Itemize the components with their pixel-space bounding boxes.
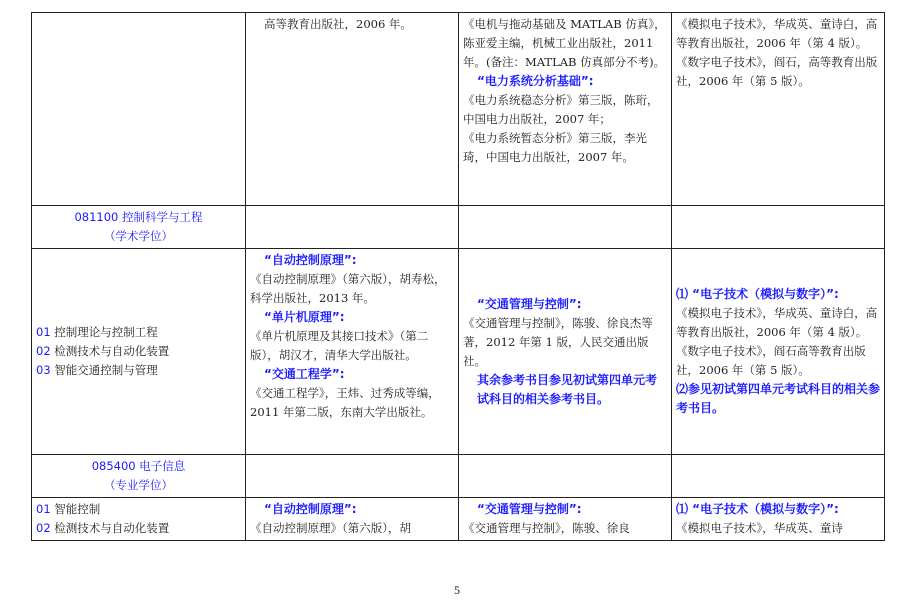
reference-note: 其余参考书目参见初试第四单元考试科目的相关参考书目。	[477, 372, 658, 406]
subject-heading: ⑴ “电子技术（模拟与数字）”:	[676, 502, 839, 516]
reference-books-table	[31, 12, 885, 541]
subject-heading: “交通管理与控制”:	[477, 296, 582, 311]
table-row	[32, 13, 885, 206]
direction-item: 03 智能交通控制与管理	[36, 363, 158, 377]
subject-heading: “交通管理与控制”:	[477, 502, 582, 516]
empty-cell	[246, 455, 459, 498]
reference-text: 高等教育出版社，2006 年。	[264, 17, 412, 31]
reference-cell	[672, 249, 885, 455]
reference-cell	[459, 249, 672, 455]
direction-item: 02 检测技术与自动化装置	[36, 344, 170, 358]
reference-text: 《数字电子技术》，阎石高等教育出版社，2006 年（第 5 版）。	[676, 344, 866, 377]
subject-heading: “交通工程学”:	[264, 367, 345, 381]
reference-text: 《电力系统暂态分析》第三版，李光琦，中国电力出版社，2007 年。	[463, 131, 647, 164]
reference-text: 《交通工程学》，王炜、过秀成等编，2011 年第二版，东南大学出版社。	[250, 386, 440, 419]
reference-cell	[672, 13, 885, 206]
reference-text: 《数字电子技术》，阎石，高等教育出版社，2006 年（第 5 版）。	[676, 55, 878, 88]
direction-item: 02 检测技术与自动化装置	[36, 521, 170, 535]
subject-heading: “自动控制原理”:	[264, 502, 357, 516]
major-cell	[32, 206, 246, 249]
empty-cell	[672, 206, 885, 249]
direction-cell	[32, 13, 246, 206]
subject-heading: “电力系统分析基础”:	[477, 74, 594, 88]
major-code-name: 085400 电子信息	[91, 459, 186, 473]
reference-cell	[246, 249, 459, 455]
reference-cell	[459, 498, 672, 541]
reference-text: 《电机与拖动基础及 MATLAB 仿真》，陈亚爱主编，机械工业出版社，2011 年。(备注：MATLAB 仿真部分不考)。	[463, 17, 666, 69]
reference-text: 《单片机原理及其接口技术》（第二版），胡汉才，清华大学出版社。	[250, 329, 429, 362]
reference-cell	[246, 498, 459, 541]
reference-text: 《交通管理与控制》，陈骏、徐良	[463, 521, 630, 535]
reference-text: 《自动控制原理》（第六版），胡	[250, 521, 411, 535]
reference-cell	[246, 13, 459, 206]
reference-cell	[672, 498, 885, 541]
degree-type: （专业学位）	[104, 478, 173, 492]
subject-heading: ⑴ “电子技术（模拟与数字）”:	[676, 287, 839, 301]
reference-note: ⑵参见初试第四单元考试科目的相关参考书目。	[676, 382, 881, 415]
reference-text: 《模拟电子技术》，华成英、童诗白，高等教育出版社，2006 年（第 4 版）。	[676, 17, 878, 50]
table-row	[32, 249, 885, 455]
empty-cell	[246, 206, 459, 249]
degree-type: （学术学位）	[104, 229, 173, 243]
reference-text: 《模拟电子技术》，华成英、童诗白，高等教育出版社，2006 年（第 4 版）。	[676, 306, 878, 339]
empty-cell	[459, 455, 672, 498]
major-cell	[32, 455, 246, 498]
empty-cell	[459, 206, 672, 249]
major-code-name: 081100 控制科学与工程	[74, 210, 203, 224]
table-row	[32, 455, 885, 498]
table-row	[32, 498, 885, 541]
direction-cell	[32, 498, 246, 541]
reference-text: 《交通管理与控制》，陈骏、徐良杰等著，2012 年第 1 版，人民交通出版社。	[463, 315, 653, 368]
reference-text: 《模拟电子技术》，华成英、童诗	[676, 521, 843, 535]
empty-cell	[672, 455, 885, 498]
table-row	[32, 206, 885, 249]
reference-cell	[459, 13, 672, 206]
page-number: 5	[454, 583, 460, 597]
subject-heading: “单片机原理”:	[264, 310, 345, 324]
reference-text: 《电力系统稳态分析》第三版，陈珩，中国电力出版社，2007 年；	[463, 93, 659, 126]
direction-item: 01 控制理论与控制工程	[36, 325, 158, 339]
direction-item: 01 智能控制	[36, 502, 101, 516]
subject-heading: “自动控制原理”:	[264, 253, 357, 267]
direction-cell	[32, 249, 246, 455]
reference-text: 《自动控制原理》（第六版），胡寿松，科学出版社，2013 年。	[250, 272, 446, 305]
